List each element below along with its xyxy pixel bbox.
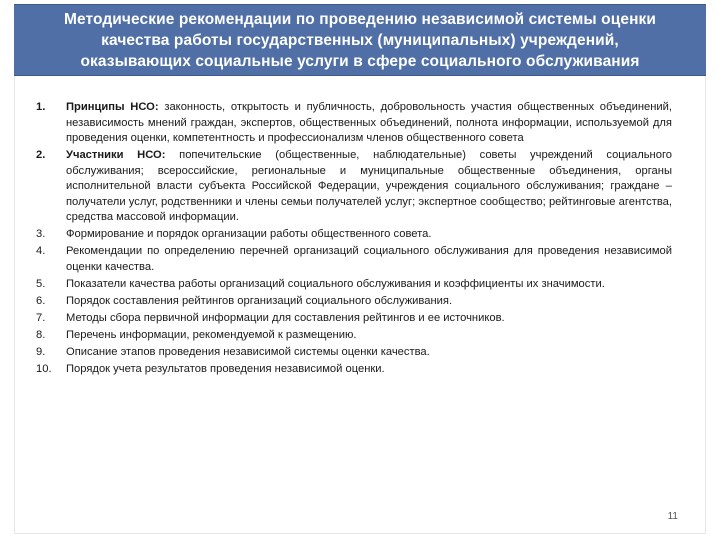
item-number: 7. (36, 311, 46, 324)
list-item (36, 277, 672, 293)
recommendations-list (36, 100, 672, 379)
list-item (36, 362, 672, 378)
list-item (36, 311, 672, 327)
title-line: Методические рекомендации по проведению независимой системы оценки (63, 10, 657, 28)
list-item (36, 345, 672, 361)
item-body: попечительские (общественные, наблюдательные) советы учреждений социального обслуживания; всероссийские, региональные и муниципальные общественные объединения, органы исполнительной власти субъекта Российской Федерации, учреждения социального обслуживания; граждане – получатели услуг, родственники и члены семьи получателей услуг; экспертное сообщество; рейтинговые агентства, средства массовой информации. (66, 149, 673, 223)
slide-title (64, 9, 656, 72)
item-text (66, 100, 672, 147)
item-text: Показатели качества работы организаций социального обслуживания и коэффициенты их значимости. (66, 277, 605, 290)
list-item (36, 244, 672, 275)
list-item (36, 100, 672, 147)
list-item (36, 328, 672, 344)
item-text: Рекомендации по определению перечней организаций социального обслуживания для проведения независимой оценки качества. (66, 245, 672, 273)
item-number: 4. (36, 245, 46, 257)
item-number: 1. (36, 101, 46, 113)
title-banner (14, 4, 706, 76)
item-number: 2. (36, 149, 46, 161)
item-text (66, 148, 672, 226)
item-text: Порядок учета результатов проведения независимой оценки. (66, 362, 385, 375)
item-lead: Участники НСО: (66, 149, 166, 161)
item-number: 9. (36, 345, 46, 358)
title-line: оказывающих социальные услуги в сфере социального обслуживания (80, 52, 640, 70)
list-item (36, 294, 672, 310)
item-number: 5. (36, 277, 46, 290)
title-line: качества работы государственных (муниципальных) учреждений, (101, 31, 619, 49)
item-number: 6. (36, 294, 46, 307)
item-text: Перечень информации, рекомендуемой к размещению. (66, 328, 357, 341)
page-number: 11 (667, 511, 678, 522)
list-item (36, 148, 672, 226)
item-number: 3. (36, 228, 46, 240)
item-text: Методы сбора первичной информации для составления рейтингов и ее источников. (66, 311, 505, 324)
item-text: Формирование и порядок организации работы общественного совета. (66, 228, 432, 240)
item-number: 8. (36, 328, 46, 341)
item-text: Порядок составления рейтингов организаций социального обслуживания. (66, 294, 453, 307)
item-text: Описание этапов проведения независимой системы оценки качества. (66, 345, 430, 358)
item-number: 10. (36, 362, 52, 375)
item-body: законность, открытость и публичность, добровольность участия общественных объединений, независимость мнений граждан, экспертов, общественных объединений, полнота информации, используемой для проведения оценки, компетентность и профессионализм членов общественного совета (66, 101, 672, 144)
list-item (36, 227, 672, 243)
item-lead: Принципы НСО: (66, 101, 159, 113)
